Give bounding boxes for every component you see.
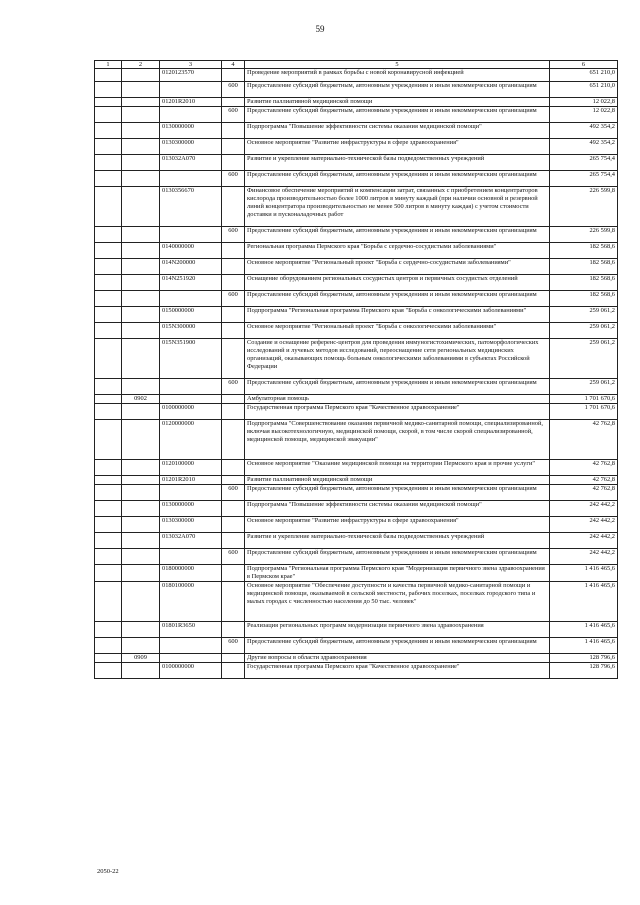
target-article-cell <box>160 549 222 565</box>
description-cell: Основное мероприятие "Региональный проект "Борьба с онкологическими заболеваниями" <box>245 323 550 339</box>
target-article-cell: 0130300000 <box>160 139 222 155</box>
cell-col-1 <box>95 622 122 638</box>
table-row <box>95 501 618 517</box>
description-cell: Предоставление субсидий бюджетным, автономным учреждениям и иным некоммерческим организациям <box>245 485 550 501</box>
description-cell: Финансовое обеспечение мероприятий и компенсации затрат, связанных с приобретением концентраторов кислорода производительностью более 1000 литров в минуту каждый (при наличии основной и резервной линий концентратора производительностью не менее 500 литров в минуту каждая) с учетом стоимости доставки и пусконаладочных работ <box>245 187 550 227</box>
section-code-cell <box>122 291 160 307</box>
section-code-cell <box>122 339 160 379</box>
cell-col-1 <box>95 107 122 123</box>
description-cell: Другие вопросы в области здравоохранения <box>245 654 550 663</box>
expense-type-cell <box>222 654 245 663</box>
description-cell: Предоставление субсидий бюджетным, автономным учреждениям и иным некоммерческим организациям <box>245 549 550 565</box>
target-article-cell: 0150000000 <box>160 307 222 323</box>
cell-col-1 <box>95 307 122 323</box>
target-article-cell: 013032А070 <box>160 533 222 549</box>
table-row <box>95 171 618 187</box>
amount-cell: 128 796,6 <box>550 654 618 663</box>
section-code-cell <box>122 139 160 155</box>
amount-cell: 42 762,8 <box>550 460 618 476</box>
section-code-cell: 0909 <box>122 654 160 663</box>
description-cell: Развитие и укрепление материально-технической базы подведомственных учреждений <box>245 533 550 549</box>
cell-col-1 <box>95 663 122 679</box>
table-row <box>95 565 618 582</box>
table-row <box>95 638 618 654</box>
table-row <box>95 307 618 323</box>
amount-cell: 259 061,2 <box>550 339 618 379</box>
description-cell: Региональная программа Пермского края "Борьба с сердечно-сосудистыми заболеваниями" <box>245 243 550 259</box>
target-article-cell <box>160 291 222 307</box>
section-code-cell <box>122 107 160 123</box>
amount-cell: 242 442,2 <box>550 517 618 533</box>
cell-col-1 <box>95 259 122 275</box>
section-code-cell <box>122 323 160 339</box>
section-code-cell <box>122 307 160 323</box>
description-cell: Основное мероприятие "Развитие инфраструктуры в сфере здравоохранения" <box>245 517 550 533</box>
amount-cell: 242 442,2 <box>550 501 618 517</box>
header-col-1: 1 <box>95 61 122 69</box>
amount-cell: 226 599,8 <box>550 227 618 243</box>
table-row <box>95 485 618 501</box>
amount-cell: 12 022,8 <box>550 98 618 107</box>
table-header-row <box>95 61 618 69</box>
description-cell: Основное мероприятие "Региональный проект "Борьба с сердечно-сосудистыми заболеваниями" <box>245 259 550 275</box>
target-article-cell: 0130356670 <box>160 187 222 227</box>
target-article-cell: 01801R3650 <box>160 622 222 638</box>
amount-cell: 1 701 670,6 <box>550 395 618 404</box>
section-code-cell <box>122 123 160 139</box>
target-article-cell <box>160 107 222 123</box>
expense-type-cell: 600 <box>222 171 245 187</box>
cell-col-1 <box>95 123 122 139</box>
expense-type-cell <box>222 275 245 291</box>
cell-col-1 <box>95 517 122 533</box>
target-article-cell: 0130000000 <box>160 123 222 139</box>
page-number: 59 <box>315 24 325 34</box>
target-article-cell: 01201R2010 <box>160 98 222 107</box>
expense-type-cell: 600 <box>222 638 245 654</box>
table-row <box>95 139 618 155</box>
table-row <box>95 339 618 379</box>
cell-col-1 <box>95 533 122 549</box>
description-cell: Основное мероприятие "Развитие инфраструктуры в сфере здравоохранения" <box>245 139 550 155</box>
description-cell: Предоставление субсидий бюджетным, автономным учреждениям и иным некоммерческим организациям <box>245 227 550 243</box>
amount-cell: 1 701 670,6 <box>550 404 618 420</box>
section-code-cell <box>122 243 160 259</box>
amount-cell: 182 568,6 <box>550 243 618 259</box>
amount-cell: 242 442,2 <box>550 533 618 549</box>
expense-type-cell: 600 <box>222 82 245 98</box>
section-code-cell <box>122 485 160 501</box>
section-code-cell <box>122 69 160 82</box>
description-cell: Государственная программа Пермского края "Качественное здравоохранение" <box>245 404 550 420</box>
table-row <box>95 259 618 275</box>
amount-cell: 42 762,8 <box>550 485 618 501</box>
description-cell: Подпрограмма "Совершенствование оказания первичной медико-санитарной помощи, специализированной, включая высокотехнологичную, медицинской помощи, скорой, в том числе скорой специализированной, медицинской помощи, медицинской эвакуации" <box>245 420 550 460</box>
target-article-cell: 0130300000 <box>160 517 222 533</box>
section-code-cell <box>122 663 160 679</box>
cell-col-1 <box>95 460 122 476</box>
expense-type-cell <box>222 155 245 171</box>
description-cell: Подпрограмма "Региональная программа Пермского края "Модернизация первичного звена здравоохранения в Пермском крае" <box>245 565 550 582</box>
amount-cell: 182 568,6 <box>550 291 618 307</box>
target-article-cell <box>160 395 222 404</box>
amount-cell: 1 416 465,6 <box>550 565 618 582</box>
amount-cell: 42 762,8 <box>550 420 618 460</box>
expense-type-cell <box>222 123 245 139</box>
footer-code: 2050-22 <box>97 868 119 875</box>
section-code-cell <box>122 275 160 291</box>
expense-type-cell: 600 <box>222 291 245 307</box>
cell-col-1 <box>95 171 122 187</box>
description-cell: Амбулаторная помощь <box>245 395 550 404</box>
table-row <box>95 275 618 291</box>
target-article-cell: 01201R2010 <box>160 476 222 485</box>
section-code-cell <box>122 227 160 243</box>
table-body <box>95 69 618 679</box>
cell-col-1 <box>95 420 122 460</box>
description-cell: Основное мероприятие "Оказание медицинской помощи на территории Пермского края и прочие услуги" <box>245 460 550 476</box>
target-article-cell: 014N200000 <box>160 259 222 275</box>
target-article-cell: 0180100000 <box>160 582 222 622</box>
target-article-cell: 0120123570 <box>160 69 222 82</box>
expense-type-cell <box>222 139 245 155</box>
section-code-cell <box>122 549 160 565</box>
amount-cell: 651 210,0 <box>550 69 618 82</box>
cell-col-1 <box>95 404 122 420</box>
table-row <box>95 654 618 663</box>
section-code-cell <box>122 420 160 460</box>
table-row <box>95 69 618 82</box>
expense-type-cell <box>222 517 245 533</box>
section-code-cell <box>122 259 160 275</box>
amount-cell: 226 599,8 <box>550 187 618 227</box>
section-code-cell <box>122 501 160 517</box>
amount-cell: 259 061,2 <box>550 379 618 395</box>
description-cell: Предоставление субсидий бюджетным, автономным учреждениям и иным некоммерческим организациям <box>245 291 550 307</box>
table-row <box>95 582 618 622</box>
amount-cell: 1 416 465,6 <box>550 638 618 654</box>
expense-type-cell <box>222 663 245 679</box>
target-article-cell: 015N351900 <box>160 339 222 379</box>
amount-cell: 1 416 465,6 <box>550 622 618 638</box>
expense-type-cell: 600 <box>222 485 245 501</box>
cell-col-1 <box>95 291 122 307</box>
section-code-cell <box>122 517 160 533</box>
table-row <box>95 379 618 395</box>
target-article-cell: 0120000000 <box>160 420 222 460</box>
expense-type-cell <box>222 404 245 420</box>
target-article-cell <box>160 227 222 243</box>
target-article-cell: 015N300000 <box>160 323 222 339</box>
target-article-cell <box>160 171 222 187</box>
amount-cell: 492 354,2 <box>550 123 618 139</box>
header-col-6: 6 <box>550 61 618 69</box>
section-code-cell <box>122 476 160 485</box>
expense-type-cell <box>222 420 245 460</box>
description-cell: Проведение мероприятий в рамках борьбы с новой коронавирусной инфекцией <box>245 69 550 82</box>
cell-col-1 <box>95 139 122 155</box>
table-row <box>95 549 618 565</box>
header-col-5: 5 <box>245 61 550 69</box>
expense-type-cell <box>222 339 245 379</box>
amount-cell: 242 442,2 <box>550 549 618 565</box>
target-article-cell: 0100000000 <box>160 404 222 420</box>
budget-table <box>94 60 618 679</box>
description-cell: Развитие и укрепление материально-технической базы подведомственных учреждений <box>245 155 550 171</box>
table-row <box>95 622 618 638</box>
cell-col-1 <box>95 98 122 107</box>
cell-col-1 <box>95 243 122 259</box>
section-code-cell <box>122 98 160 107</box>
cell-col-1 <box>95 82 122 98</box>
cell-col-1 <box>95 275 122 291</box>
expense-type-cell <box>222 622 245 638</box>
expense-type-cell: 600 <box>222 227 245 243</box>
amount-cell: 265 754,4 <box>550 155 618 171</box>
section-code-cell <box>122 187 160 227</box>
expense-type-cell <box>222 395 245 404</box>
target-article-cell <box>160 82 222 98</box>
table-row <box>95 243 618 259</box>
table-row <box>95 155 618 171</box>
table-row <box>95 107 618 123</box>
table-row <box>95 533 618 549</box>
description-cell: Подпрограмма "Повышение эффективности системы оказания медицинской помощи" <box>245 123 550 139</box>
target-article-cell <box>160 638 222 654</box>
table-row <box>95 404 618 420</box>
cell-col-1 <box>95 501 122 517</box>
header-col-3: 3 <box>160 61 222 69</box>
cell-col-1 <box>95 379 122 395</box>
section-code-cell: 0902 <box>122 395 160 404</box>
section-code-cell <box>122 379 160 395</box>
amount-cell: 12 022,8 <box>550 107 618 123</box>
expense-type-cell <box>222 98 245 107</box>
table-row <box>95 82 618 98</box>
amount-cell: 182 568,6 <box>550 259 618 275</box>
target-article-cell: 013032А070 <box>160 155 222 171</box>
expense-type-cell <box>222 307 245 323</box>
section-code-cell <box>122 638 160 654</box>
expense-type-cell: 600 <box>222 107 245 123</box>
expense-type-cell <box>222 187 245 227</box>
target-article-cell <box>160 379 222 395</box>
table-row <box>95 187 618 227</box>
target-article-cell <box>160 654 222 663</box>
description-cell: Государственная программа Пермского края "Качественное здравоохранение" <box>245 663 550 679</box>
description-cell: Предоставление субсидий бюджетным, автономным учреждениям и иным некоммерческим организациям <box>245 107 550 123</box>
expense-type-cell <box>222 501 245 517</box>
cell-col-1 <box>95 485 122 501</box>
amount-cell: 1 416 465,6 <box>550 582 618 622</box>
expense-type-cell <box>222 323 245 339</box>
amount-cell: 492 354,2 <box>550 139 618 155</box>
expense-type-cell <box>222 243 245 259</box>
expense-type-cell <box>222 69 245 82</box>
cell-col-1 <box>95 323 122 339</box>
section-code-cell <box>122 460 160 476</box>
description-cell: Предоставление субсидий бюджетным, автономным учреждениям и иным некоммерческим организациям <box>245 171 550 187</box>
cell-col-1 <box>95 339 122 379</box>
expense-type-cell <box>222 533 245 549</box>
table-row <box>95 123 618 139</box>
section-code-cell <box>122 565 160 582</box>
cell-col-1 <box>95 227 122 243</box>
description-cell: Подпрограмма "Повышение эффективности системы оказания медицинской помощи" <box>245 501 550 517</box>
description-cell: Подпрограмма "Региональная программа Пермского края "Борьба с онкологическими заболеваниями" <box>245 307 550 323</box>
cell-col-1 <box>95 69 122 82</box>
cell-col-1 <box>95 654 122 663</box>
expense-type-cell: 600 <box>222 379 245 395</box>
target-article-cell: 0100000000 <box>160 663 222 679</box>
expense-type-cell <box>222 582 245 622</box>
amount-cell: 182 568,6 <box>550 275 618 291</box>
target-article-cell: 0120100000 <box>160 460 222 476</box>
amount-cell: 651 210,0 <box>550 82 618 98</box>
expense-type-cell <box>222 476 245 485</box>
description-cell: Предоставление субсидий бюджетным, автономным учреждениям и иным некоммерческим организациям <box>245 379 550 395</box>
amount-cell: 259 061,2 <box>550 323 618 339</box>
description-cell: Предоставление субсидий бюджетным, автономным учреждениям и иным некоммерческим организациям <box>245 82 550 98</box>
table-row <box>95 476 618 485</box>
description-cell: Создание и оснащение референс-центров для проведения иммуногистохимических, патоморфологических исследований и лучевых методов исследований, переоснащение сети региональных медицинских организаций, оказывающих помощь больным онкологическими заболеваниями в субъектах Российской Федерации <box>245 339 550 379</box>
cell-col-1 <box>95 155 122 171</box>
target-article-cell <box>160 485 222 501</box>
description-cell: Развитие паллиативной медицинской помощи <box>245 476 550 485</box>
header-col-2: 2 <box>122 61 160 69</box>
table-row <box>95 323 618 339</box>
description-cell: Развитие паллиативной медицинской помощи <box>245 98 550 107</box>
section-code-cell <box>122 171 160 187</box>
target-article-cell: 014N251920 <box>160 275 222 291</box>
description-cell: Предоставление субсидий бюджетным, автономным учреждениям и иным некоммерческим организациям <box>245 638 550 654</box>
amount-cell: 128 796,6 <box>550 663 618 679</box>
cell-col-1 <box>95 549 122 565</box>
target-article-cell: 0180000000 <box>160 565 222 582</box>
amount-cell: 265 754,4 <box>550 171 618 187</box>
cell-col-1 <box>95 582 122 622</box>
table-row <box>95 460 618 476</box>
expense-type-cell <box>222 259 245 275</box>
table-row <box>95 663 618 679</box>
section-code-cell <box>122 622 160 638</box>
expense-type-cell: 600 <box>222 549 245 565</box>
target-article-cell: 0130000000 <box>160 501 222 517</box>
cell-col-1 <box>95 565 122 582</box>
cell-col-1 <box>95 395 122 404</box>
description-cell: Оснащение оборудованием региональных сосудистых центров и первичных сосудистых отделений <box>245 275 550 291</box>
target-article-cell: 0140000000 <box>160 243 222 259</box>
header-col-4: 4 <box>222 61 245 69</box>
section-code-cell <box>122 582 160 622</box>
section-code-cell <box>122 82 160 98</box>
expense-type-cell <box>222 460 245 476</box>
table-row <box>95 395 618 404</box>
cell-col-1 <box>95 476 122 485</box>
table-row <box>95 420 618 460</box>
description-cell: Реализация региональных программ модернизации первичного звена здравоохранения <box>245 622 550 638</box>
description-cell: Основное мероприятие "Обеспечение доступности и качества первичной медико-санитарной помощи и медицинской помощи, оказываемой в сельской местности, рабочих поселках, поселках городского типа и малых городах с численностью населения до 50 тыс. человек" <box>245 582 550 622</box>
section-code-cell <box>122 404 160 420</box>
amount-cell: 42 762,8 <box>550 476 618 485</box>
table-row <box>95 291 618 307</box>
table-row <box>95 98 618 107</box>
expense-type-cell <box>222 565 245 582</box>
table-row <box>95 517 618 533</box>
cell-col-1 <box>95 187 122 227</box>
amount-cell: 259 061,2 <box>550 307 618 323</box>
cell-col-1 <box>95 638 122 654</box>
section-code-cell <box>122 155 160 171</box>
table-row <box>95 227 618 243</box>
section-code-cell <box>122 533 160 549</box>
